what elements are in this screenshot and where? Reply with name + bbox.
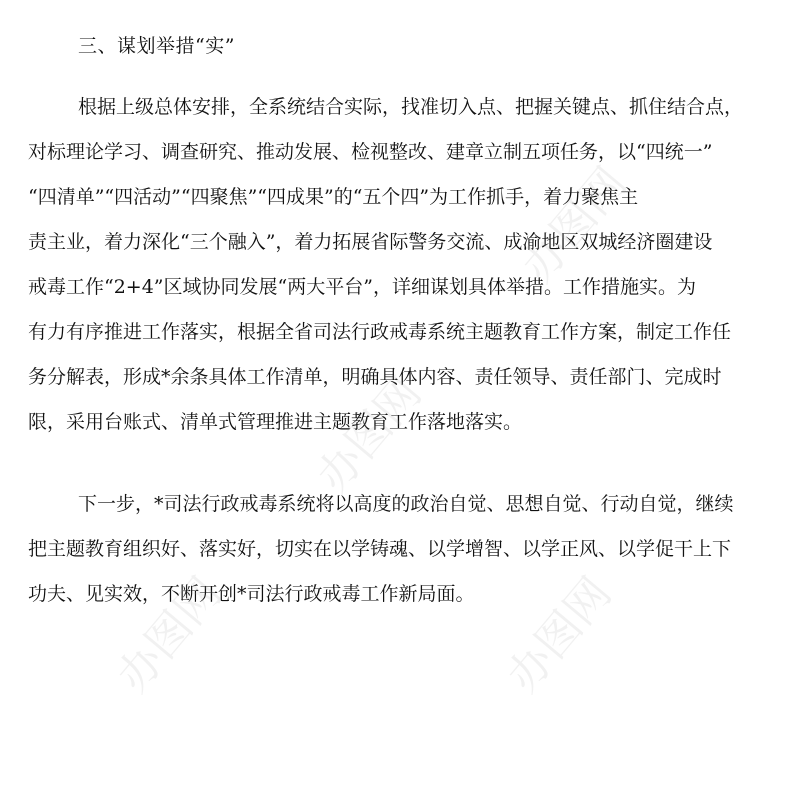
paragraph-1-line: 根据上级总体安排，全系统结合实际，找准切入点、把握关键点、抓住结合点， (78, 96, 744, 118)
paragraph-2-line: 下一步，*司法行政戒毒系统将以高度的政治自觉、思想自觉、行动自觉，继续 (78, 493, 734, 515)
paragraph-1-line: 务分解表，形成*余条具体工作清单，明确具体内容、责任领导、责任部门、完成时 (28, 366, 722, 388)
paragraph-1-line: 责主业，着力深化“三个融入”，着力拓展省际警务交流、成渝地区双城经济圈建设 (28, 231, 713, 253)
paragraph-2 (28, 482, 776, 617)
paragraph-1-line: 戒毒工作“2+4”区域协同发展“两大平台”，详细谋划具体举措。工作措施实。为 (28, 276, 696, 298)
watermark: 办图网 (307, 367, 432, 502)
paragraph-1-line: “四清单”“四活动”“四聚焦”“四成果”的“五个四”为工作抓手，着力聚焦主 (28, 186, 639, 208)
paragraph-1 (28, 85, 776, 445)
paragraph-1-line: 有力有序推进工作落实，根据全省司法行政戒毒系统主题教育工作方案，制定工作任 (28, 321, 732, 343)
paragraph-1-line: 限，采用台账式、清单式管理推进主题教育工作落地落实。 (28, 411, 523, 433)
watermark: 办图网 (512, 157, 637, 292)
paragraph-2-line: 把主题教育组织好、落实好，切实在以学铸魂、以学增智、以学正风、以学促干上下 (28, 538, 732, 560)
watermark: 办图网 (497, 567, 622, 702)
watermark: 办图网 (107, 567, 232, 702)
paragraph-2-line: 功夫、见实效，不断开创*司法行政戒毒工作新局面。 (28, 583, 475, 605)
section-heading: 三、谋划举措“实” (78, 35, 235, 57)
paragraph-1-line: 对标理论学习、调查研究、推动发展、检视整改、建章立制五项任务，以“四统一” (28, 141, 713, 163)
